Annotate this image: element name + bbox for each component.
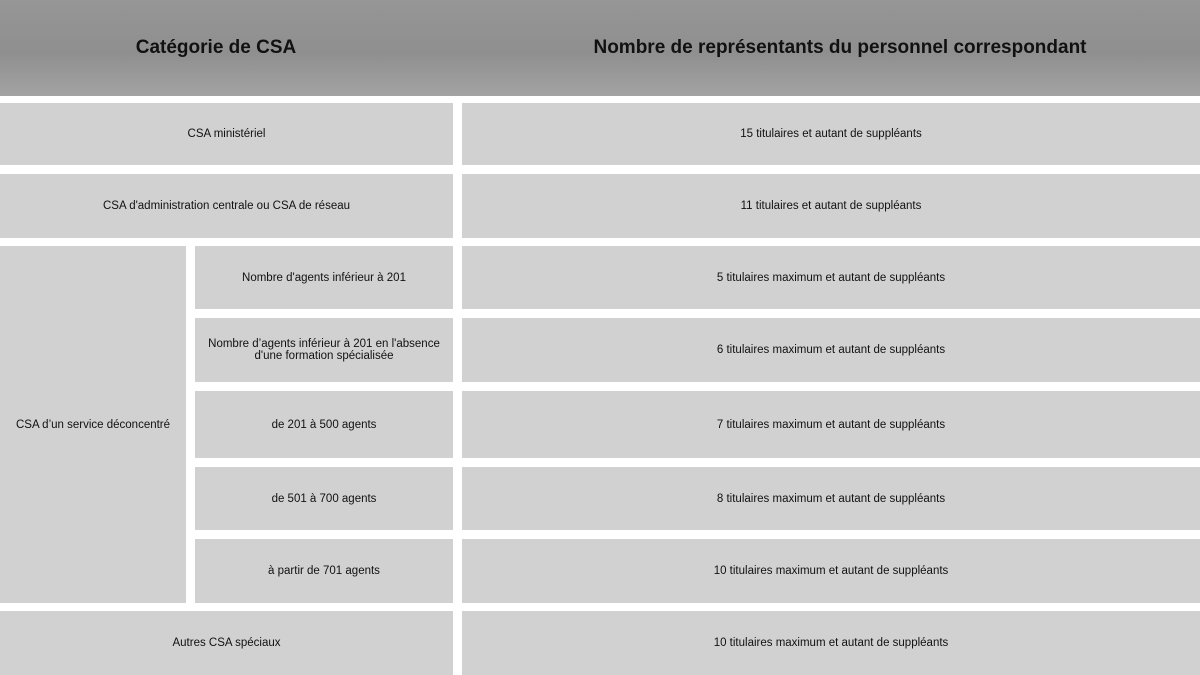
value-speciaux: 10 titulaires maximum et autant de suppléants bbox=[462, 611, 1200, 675]
header-representatives: Nombre de représentants du personnel correspondant bbox=[593, 37, 1087, 58]
sub-label-201-500: de 201 à 500 agents bbox=[195, 391, 453, 458]
sub-value-under-201-no-formation: 6 titulaires maximum et autant de suppléants bbox=[462, 318, 1200, 382]
category-speciaux: Autres CSA spéciaux bbox=[0, 611, 453, 675]
sub-label-from-701: à partir de 701 agents bbox=[195, 539, 453, 603]
sub-value-201-500: 7 titulaires maximum et autant de suppléants bbox=[462, 391, 1200, 458]
sub-value-501-700: 8 titulaires maximum et autant de suppléants bbox=[462, 467, 1200, 530]
sub-value-from-701: 10 titulaires maximum et autant de suppléants bbox=[462, 539, 1200, 603]
header-category: Catégorie de CSA bbox=[135, 37, 297, 58]
value-ministeriel: 15 titulaires et autant de suppléants bbox=[462, 103, 1200, 165]
sub-label-under-201-no-formation: Nombre d’agents inférieur à 201 en l'absence d'une formation spécialisée bbox=[195, 318, 453, 382]
sub-label-501-700: de 501 à 700 agents bbox=[195, 467, 453, 530]
category-central: CSA d'administration centrale ou CSA de réseau bbox=[0, 174, 453, 238]
value-central: 11 titulaires et autant de suppléants bbox=[462, 174, 1200, 238]
sub-value-under-201: 5 titulaires maximum et autant de suppléants bbox=[462, 246, 1200, 309]
sub-label-under-201: Nombre d'agents inférieur à 201 bbox=[195, 246, 453, 309]
category-deconcentre: CSA d’un service déconcentré bbox=[0, 246, 186, 603]
category-ministeriel: CSA ministériel bbox=[0, 103, 453, 165]
table-header bbox=[0, 0, 1200, 96]
